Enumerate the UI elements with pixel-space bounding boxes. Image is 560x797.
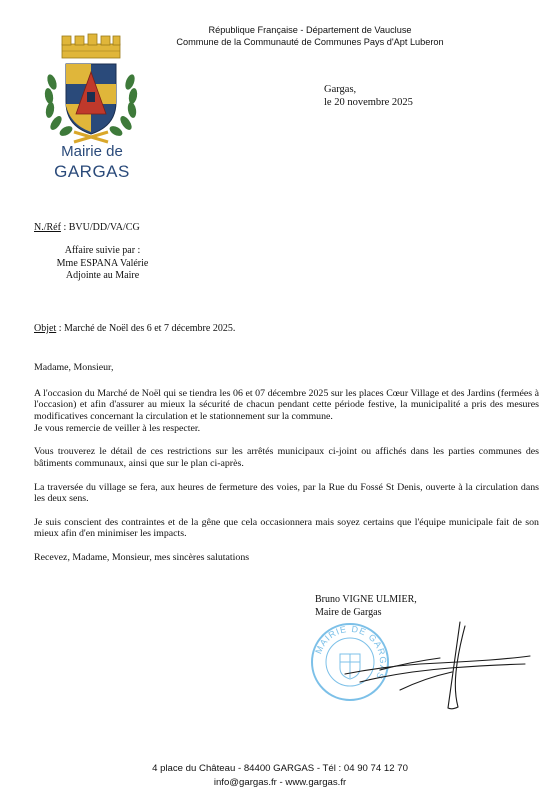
paragraph-3: La traversée du village se fera, aux heures de fermeture des voies, par la Rue du Fossé St Denis, ouverte à la circulation dans les deux sens. <box>34 481 539 505</box>
case-handler-block <box>40 245 165 283</box>
case-handler-label: Affaire suivie par : <box>64 245 141 256</box>
signatory-name: Bruno VIGNE ULMIER, <box>315 594 417 605</box>
reference-line <box>34 222 140 233</box>
subject-line <box>34 323 235 334</box>
footer-contact: info@gargas.fr - www.gargas.fr <box>213 777 347 788</box>
header-line-2: Commune de la Communauté de Communes Pays d'Apt Luberon <box>176 37 444 47</box>
handwritten-signature <box>340 612 540 722</box>
subject-value: : Marché de Noël des 6 et 7 décembre 2025. <box>56 323 236 334</box>
place: Gargas, <box>324 84 357 95</box>
stamp-text: MAIRIE DE GARGAS <box>313 623 389 682</box>
case-handler-title: Adjointe au Maire <box>65 270 140 282</box>
place-date <box>324 83 413 109</box>
logo-title-line-1: Mairie de <box>61 143 123 160</box>
paragraph-1b: Je vous remercie de veiller à les respecter. <box>34 422 201 434</box>
shield-icon <box>66 64 116 134</box>
crown-icon <box>62 34 120 58</box>
paragraph-2: Vous trouverez le détail de ces restrictions sur les arrêtés municipaux ci-joint ou affichés dans les parties communes des bâtiments communaux, ainsi que sur le plan ci-après. <box>34 446 539 470</box>
paragraph-1: A l'occasion du Marché de Noël qui se tiendra les 06 et 07 décembre 2025 sur les places Cœur Village et des Jardins (fermées à l'occasion) et afin d'assurer au mieux la sécurité de chacun pendant cette période festive, la municipalité a pris des mesures modificatives concernant la circulation et le stationnement sur la commune. <box>34 387 539 423</box>
letter-body <box>34 362 539 575</box>
closing: Recevez, Madame, Monsieur, mes sincères salutations <box>34 551 250 563</box>
date: le 20 novembre 2025 <box>324 97 413 108</box>
signatory-title: Maire de Gargas <box>315 606 382 618</box>
letterhead-header <box>160 24 460 48</box>
salutation: Madame, Monsieur, <box>34 362 114 373</box>
letterhead-footer <box>0 762 560 790</box>
logo-title-line-2: GARGAS <box>54 162 130 181</box>
paragraph-4: Je suis conscient des contraintes et de la gêne que cela occasionnera mais soyez certains que l'équipe municipale fait de son mieux afin d'en minimiser les impacts. <box>34 516 539 540</box>
reference-label: N./Réf <box>34 222 61 233</box>
subject-label: Objet <box>34 323 57 334</box>
reference-value: : BVU/DD/VA/CG <box>60 222 140 233</box>
header-line-1: République Française - Département de Vaucluse <box>208 25 412 35</box>
footer-address: 4 place du Château - 84400 GARGAS - Tél : 04 90 74 12 70 <box>152 763 408 774</box>
case-handler-name: Mme ESPANA Valérie <box>56 257 149 269</box>
